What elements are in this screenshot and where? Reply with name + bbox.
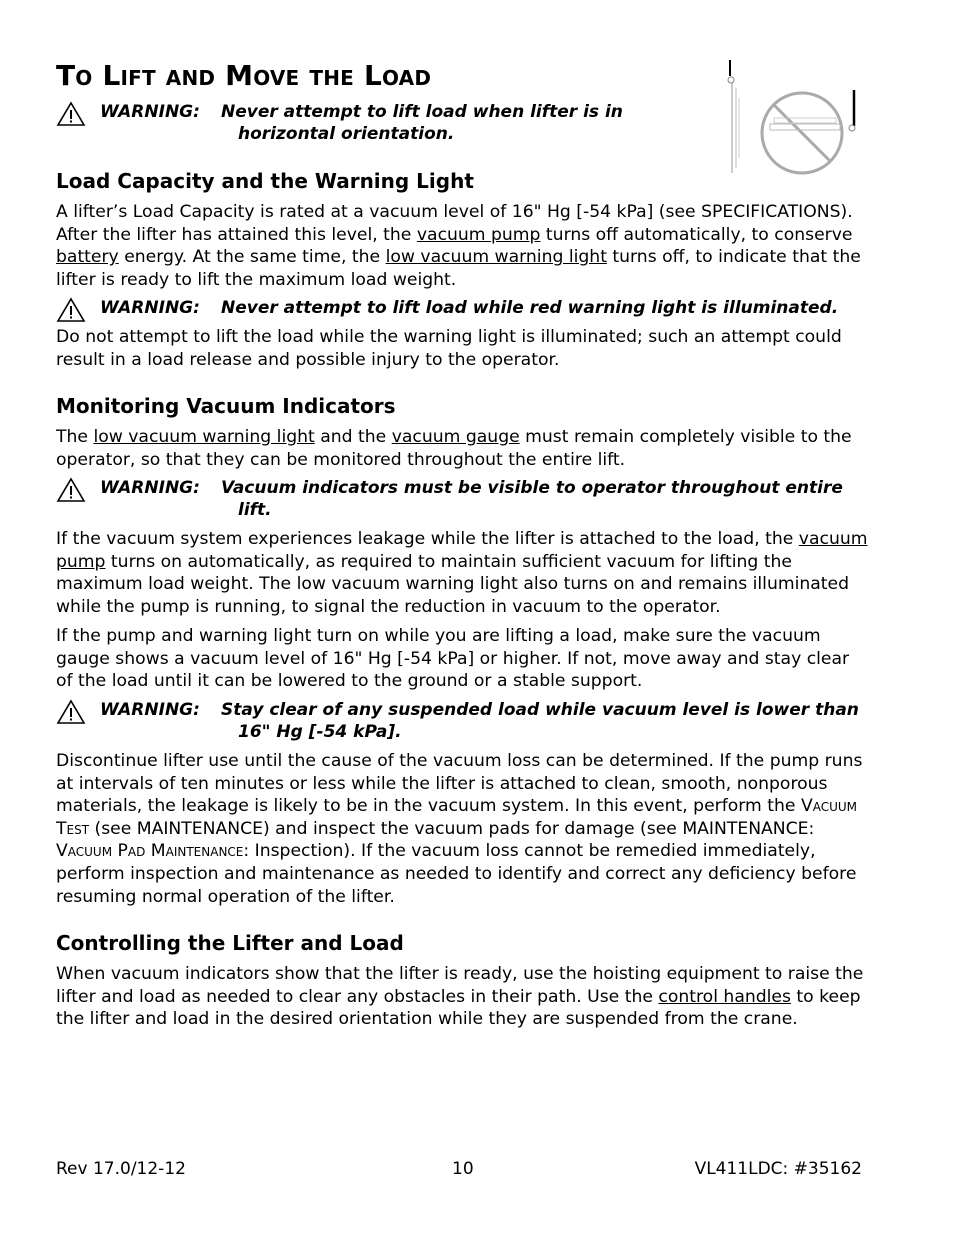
text: turns off automatically, to conserve xyxy=(540,224,853,245)
text: and the xyxy=(314,427,392,447)
text: When vacuum indicators show that the lifter is ready, use the hoisting equipment to raise the lifter and load as needed to clear any obstacles in their path. Use the xyxy=(56,964,864,1007)
paragraph-monitoring-4 xyxy=(56,750,868,908)
paragraph-do-not-lift: Do not attempt to lift the load while the warning light is illuminated; such an attempt could result in a load release and possible injury to the operator. xyxy=(56,327,842,370)
paragraph-load-capacity xyxy=(56,201,868,291)
link-low-vacuum-warning-light[interactable]: low vacuum warning light xyxy=(385,247,607,268)
warning-text-cont: horizontal orientation. xyxy=(238,124,455,144)
warning-text-cont: lift. xyxy=(238,500,272,520)
text: turns off, to indicate that the lifter is ready to lift the maximum load weight. xyxy=(56,247,861,290)
warning-triangle-icon xyxy=(56,101,86,127)
text: must remain completely visible to the operator, so that they can be monitored throughout the entire lift. xyxy=(56,427,852,470)
text: A lifter’s Load Capacity is rated at a vacuum level of 16" Hg [-54 kPa] (see SPECIFICATIONS). After the lifter has attained this level, the xyxy=(56,202,853,245)
text: energy. At the same time, the xyxy=(118,247,386,268)
link-battery[interactable]: battery xyxy=(56,247,119,268)
warning-text: Never attempt to lift load while red warning light is illuminated. xyxy=(221,298,839,318)
ref-vacuum-pad-maintenance: Vacuum Pad Maintenance xyxy=(56,841,244,862)
link-vacuum-pump[interactable]: vacuum pump xyxy=(56,529,868,572)
warning-triangle-icon xyxy=(56,297,86,323)
text: If the vacuum system experiences leakage while the lifter is attached to the load, the xyxy=(56,529,799,549)
section-heading-controlling: Controlling the Lifter and Load xyxy=(56,931,404,955)
paragraph-controlling xyxy=(56,963,868,1031)
link-control-handles[interactable]: control handles xyxy=(658,986,791,1007)
warning-label: WARNING: xyxy=(100,102,200,122)
warning-label: WARNING: xyxy=(100,700,200,720)
warning-text: Never attempt to lift load when lifter is in xyxy=(221,102,623,122)
section-heading-load-capacity: Load Capacity and the Warning Light xyxy=(56,169,474,193)
warning-text-cont: 16" Hg [-54 kPa]. xyxy=(238,722,402,742)
paragraph-monitoring-1 xyxy=(56,426,868,471)
warning-label: WARNING: xyxy=(100,478,200,498)
text: (see MAINTENANCE) and inspect the vacuum pads for damage (see MAINTENANCE: xyxy=(89,818,815,839)
text: The xyxy=(56,427,94,447)
text: turns on automatically, as required to maintain sufficient vacuum for lifting the maximum load weight. The low vacuum warning light also turns on and remains illuminated while the pump is running, to signal the reduction in vacuum to the operator. xyxy=(56,551,849,617)
footer-page-number: 10 xyxy=(452,1159,474,1179)
footer-revision: Rev 17.0/12-12 xyxy=(56,1159,186,1179)
warning-label: WARNING: xyxy=(100,298,200,318)
warning-text: Vacuum indicators must be visible to operator throughout entire xyxy=(221,478,843,498)
footer-model-number: VL411LDC: #35162 xyxy=(694,1159,862,1179)
paragraph-monitoring-3: If the pump and warning light turn on while you are lifting a load, make sure the vacuum gauge shows a vacuum level of 16" Hg [-54 kPa] or higher. If not, move away and stay clear of the load until it can be lowered to the ground or a stable support. xyxy=(56,626,850,692)
page-title: To Lift and Move the Load xyxy=(56,59,432,92)
link-vacuum-pump[interactable]: vacuum pump xyxy=(416,224,541,245)
text: Discontinue lifter use until the cause of the vacuum loss can be determined. If the pump runs at intervals of ten minutes or less while the lifter is attached to clean, smooth, nonporous materials, the leakage is likely to be in the vacuum system. In this event, perform the xyxy=(56,751,863,817)
section-heading-monitoring: Monitoring Vacuum Indicators xyxy=(56,394,396,418)
warning-triangle-icon xyxy=(56,477,86,503)
link-vacuum-gauge[interactable]: vacuum gauge xyxy=(391,427,520,447)
link-low-vacuum-warning-light[interactable]: low vacuum warning light xyxy=(93,427,315,447)
ref-vacuum-test: Vacuum Test xyxy=(56,796,857,839)
text: to keep the lifter and load in the desired orientation while they are suspended from the crane. xyxy=(56,986,861,1030)
paragraph-monitoring-2 xyxy=(56,528,868,618)
warning-triangle-icon xyxy=(56,699,86,725)
text: : Inspection). If the vacuum loss cannot be remedied immediately, perform inspection and maintenance as needed to identify and correct any deficiency before resuming normal operation of the lifter. xyxy=(56,841,857,907)
warning-text: Stay clear of any suspended load while vacuum level is lower than xyxy=(221,700,859,720)
